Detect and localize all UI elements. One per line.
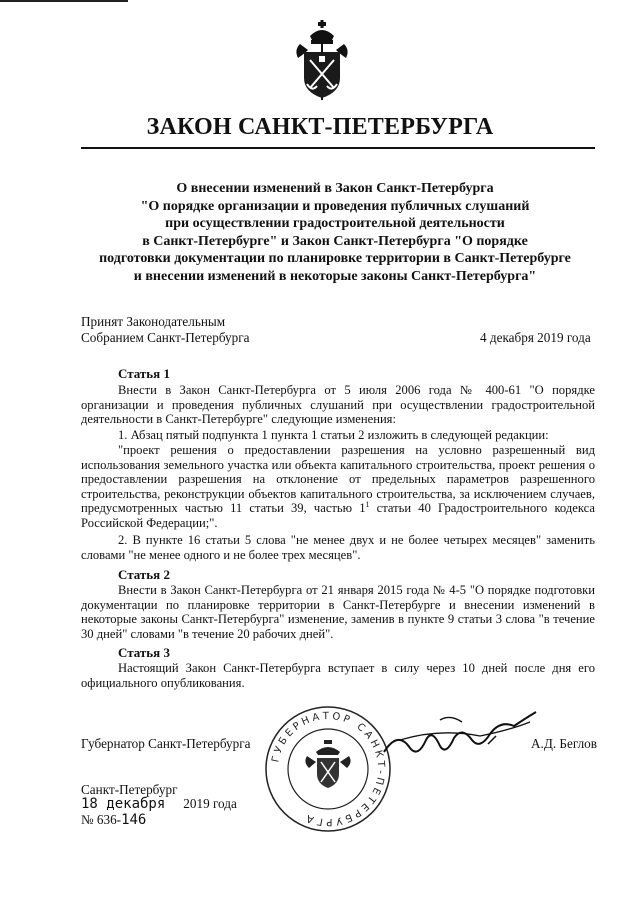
law-title: ЗАКОН САНКТ-ПЕТЕРБУРГА (146, 114, 494, 140)
article-1-paragraph-intro: Внести в Закон Санкт-Петербурга от 5 июля 2006 года № 400-61 "О порядке организации и проведения публичных слушаний при осуществлении градостроительной деятельности в Санкт-Петербурге" следующие изменения: (81, 383, 595, 427)
subtitle-line: и внесении изменений в некоторые законы Санкт-Петербурга" (133, 268, 537, 284)
article-3-heading: Статья 3 (118, 645, 170, 660)
superscript: 1 (365, 500, 370, 510)
governor-title: Губернатор Санкт-Петербурга (81, 736, 251, 751)
subtitle-line: в Санкт-Петербурге" и Закон Санкт-Петербурга "О порядке (142, 233, 528, 249)
signing-date-day-month: 18 декабря (81, 796, 166, 812)
law-number-prefix: № 636- (81, 812, 122, 827)
article-2-heading: Статья 2 (118, 567, 170, 582)
law-subtitle (70, 180, 600, 286)
adoption-line-2: Собранием Санкт-Петербурга (81, 330, 250, 345)
subtitle-line: "О порядке организации и проведения публичных слушаний (140, 198, 530, 214)
article-3-paragraph: Настоящий Закон Санкт-Петербурга вступает в силу через 10 дней после дня его официального опубликования. (81, 661, 595, 690)
adoption-line-1: Принят Законодательным (81, 314, 226, 329)
stamp-ring-text: ГУБЕРНАТОР САНКТ-ПЕТЕРБУРГА (270, 710, 387, 828)
adoption-block (81, 314, 250, 346)
handwritten-signature (380, 700, 540, 770)
signing-place: Санкт-Петербург (81, 782, 178, 797)
signing-date-year: 2019 года (183, 796, 237, 811)
law-number (81, 812, 146, 828)
signing-date (81, 796, 237, 812)
article-1-paragraph-item-2: 2. В пункте 16 статьи 5 слова "не менее двух и не более четырех месяцев" заменить словами "не менее одного и не более трех месяцев". (81, 533, 595, 562)
adoption-date: 4 декабря 2019 года (480, 330, 591, 345)
quote-text-end: статьи 40 Градостроительного кодекса Российской Федерации;". (81, 501, 595, 530)
subtitle-line: подготовки документации по планировке территории в Санкт-Петербурге (99, 251, 571, 267)
governor-name: А.Д. Беглов (531, 736, 597, 751)
governor-seal-stamp (263, 704, 393, 834)
top-edge-line (0, 0, 128, 2)
article-1-heading: Статья 1 (118, 366, 170, 381)
article-1-paragraph-item-1: 1. Абзац пятый подпункта 1 пункта 1 статьи 2 изложить в следующей редакции: (118, 428, 549, 442)
law-number-typed: 146 (121, 812, 147, 828)
title-underline (81, 147, 595, 149)
subtitle-line: при осуществлении градостроительной деятельности (165, 216, 505, 232)
article-2-paragraph: Внести в Закон Санкт-Петербурга от 21 января 2015 года № 4-5 "О порядке подготовки документации по планировке территории в Санкт-Петербурге и внесении изменений в некоторые законы Санкт-Петербурга" изменение, заменив в пункте 9 статьи 3 слова "в течение 30 дней" словами "в течение 20 рабочих дней". (81, 583, 595, 641)
quote-text-main: "проект решения о предоставлении разрешения на условно разрешенный вид использования земельного участка или объекта капитального строительства, проект решения о предоставлении разрешения на отклонение от предельных параметров разрешенного строительства, реконструкции объектов капитального строительства, за исключением случаев, предусмотренных частью 11 статьи 39, частью 1 (81, 443, 595, 516)
coat-of-arms-emblem (292, 20, 352, 102)
subtitle-line: О внесении изменений в Закон Санкт-Петербурга (176, 181, 494, 196)
article-1-paragraph-quote (81, 443, 595, 531)
